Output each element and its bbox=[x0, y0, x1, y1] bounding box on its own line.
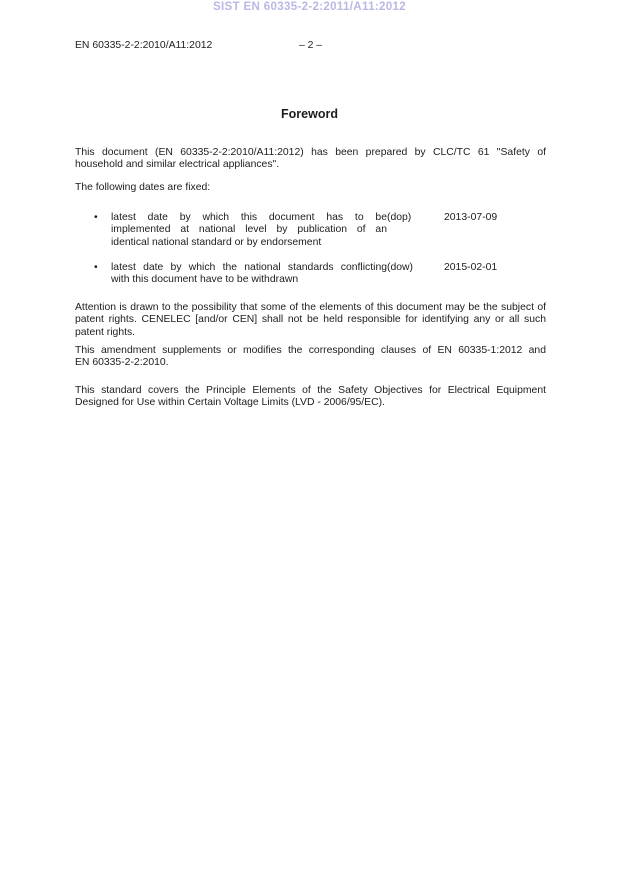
date-item-dow bbox=[94, 262, 589, 287]
paragraph-lvd-coverage: This standard covers the Principle Elements of the Safety Objectives for Electrical Equipment Designed for Use within Certain Voltage Limits (LVD - 2006/95/EC). bbox=[75, 385, 546, 409]
document-reference: EN 60335-2-2:2010/A11:2012 bbox=[75, 40, 213, 51]
paragraph-amendment-scope: This amendment supplements or modifies the corresponding clauses of EN 60335-1:2012 and EN 60335-2-2:2010. bbox=[75, 345, 546, 369]
paragraph-patent-attention: Attention is drawn to the possibility that some of the elements of this document may be the subject of patent rights. CENELEC [and/or CEN] shall not be held responsible for identifying any or all such patent rights. bbox=[75, 302, 546, 338]
bullet-icon: • bbox=[94, 212, 98, 223]
date-item-text: latest date by which the national standards conflicting with this document have to be withdrawn bbox=[111, 262, 387, 286]
date-item-value: 2015-02-01 bbox=[444, 262, 498, 273]
foreword-heading: Foreword bbox=[281, 107, 338, 121]
date-item-value: 2013-07-09 bbox=[444, 212, 498, 223]
date-item-text: latest date by which this document has to be implemented at national level by publication of an identical national standard or by endorsement bbox=[111, 212, 387, 248]
date-item-dop bbox=[94, 212, 589, 249]
watermark-header: SIST EN 60335-2-2:2011/A11:2012 bbox=[213, 0, 406, 13]
paragraph-dates-fixed: The following dates are fixed: bbox=[75, 182, 211, 193]
paragraph-document-prepared: This document (EN 60335-2-2:2010/A11:2012) has been prepared by CLC/TC 61 "Safety of household and similar electrical appliances". bbox=[75, 147, 546, 171]
page-header bbox=[75, 40, 546, 53]
bullet-icon: • bbox=[94, 262, 98, 273]
page-number: – 2 – bbox=[298, 40, 323, 51]
date-item-label: (dop) bbox=[387, 212, 412, 223]
date-item-label: (dow) bbox=[387, 262, 413, 273]
